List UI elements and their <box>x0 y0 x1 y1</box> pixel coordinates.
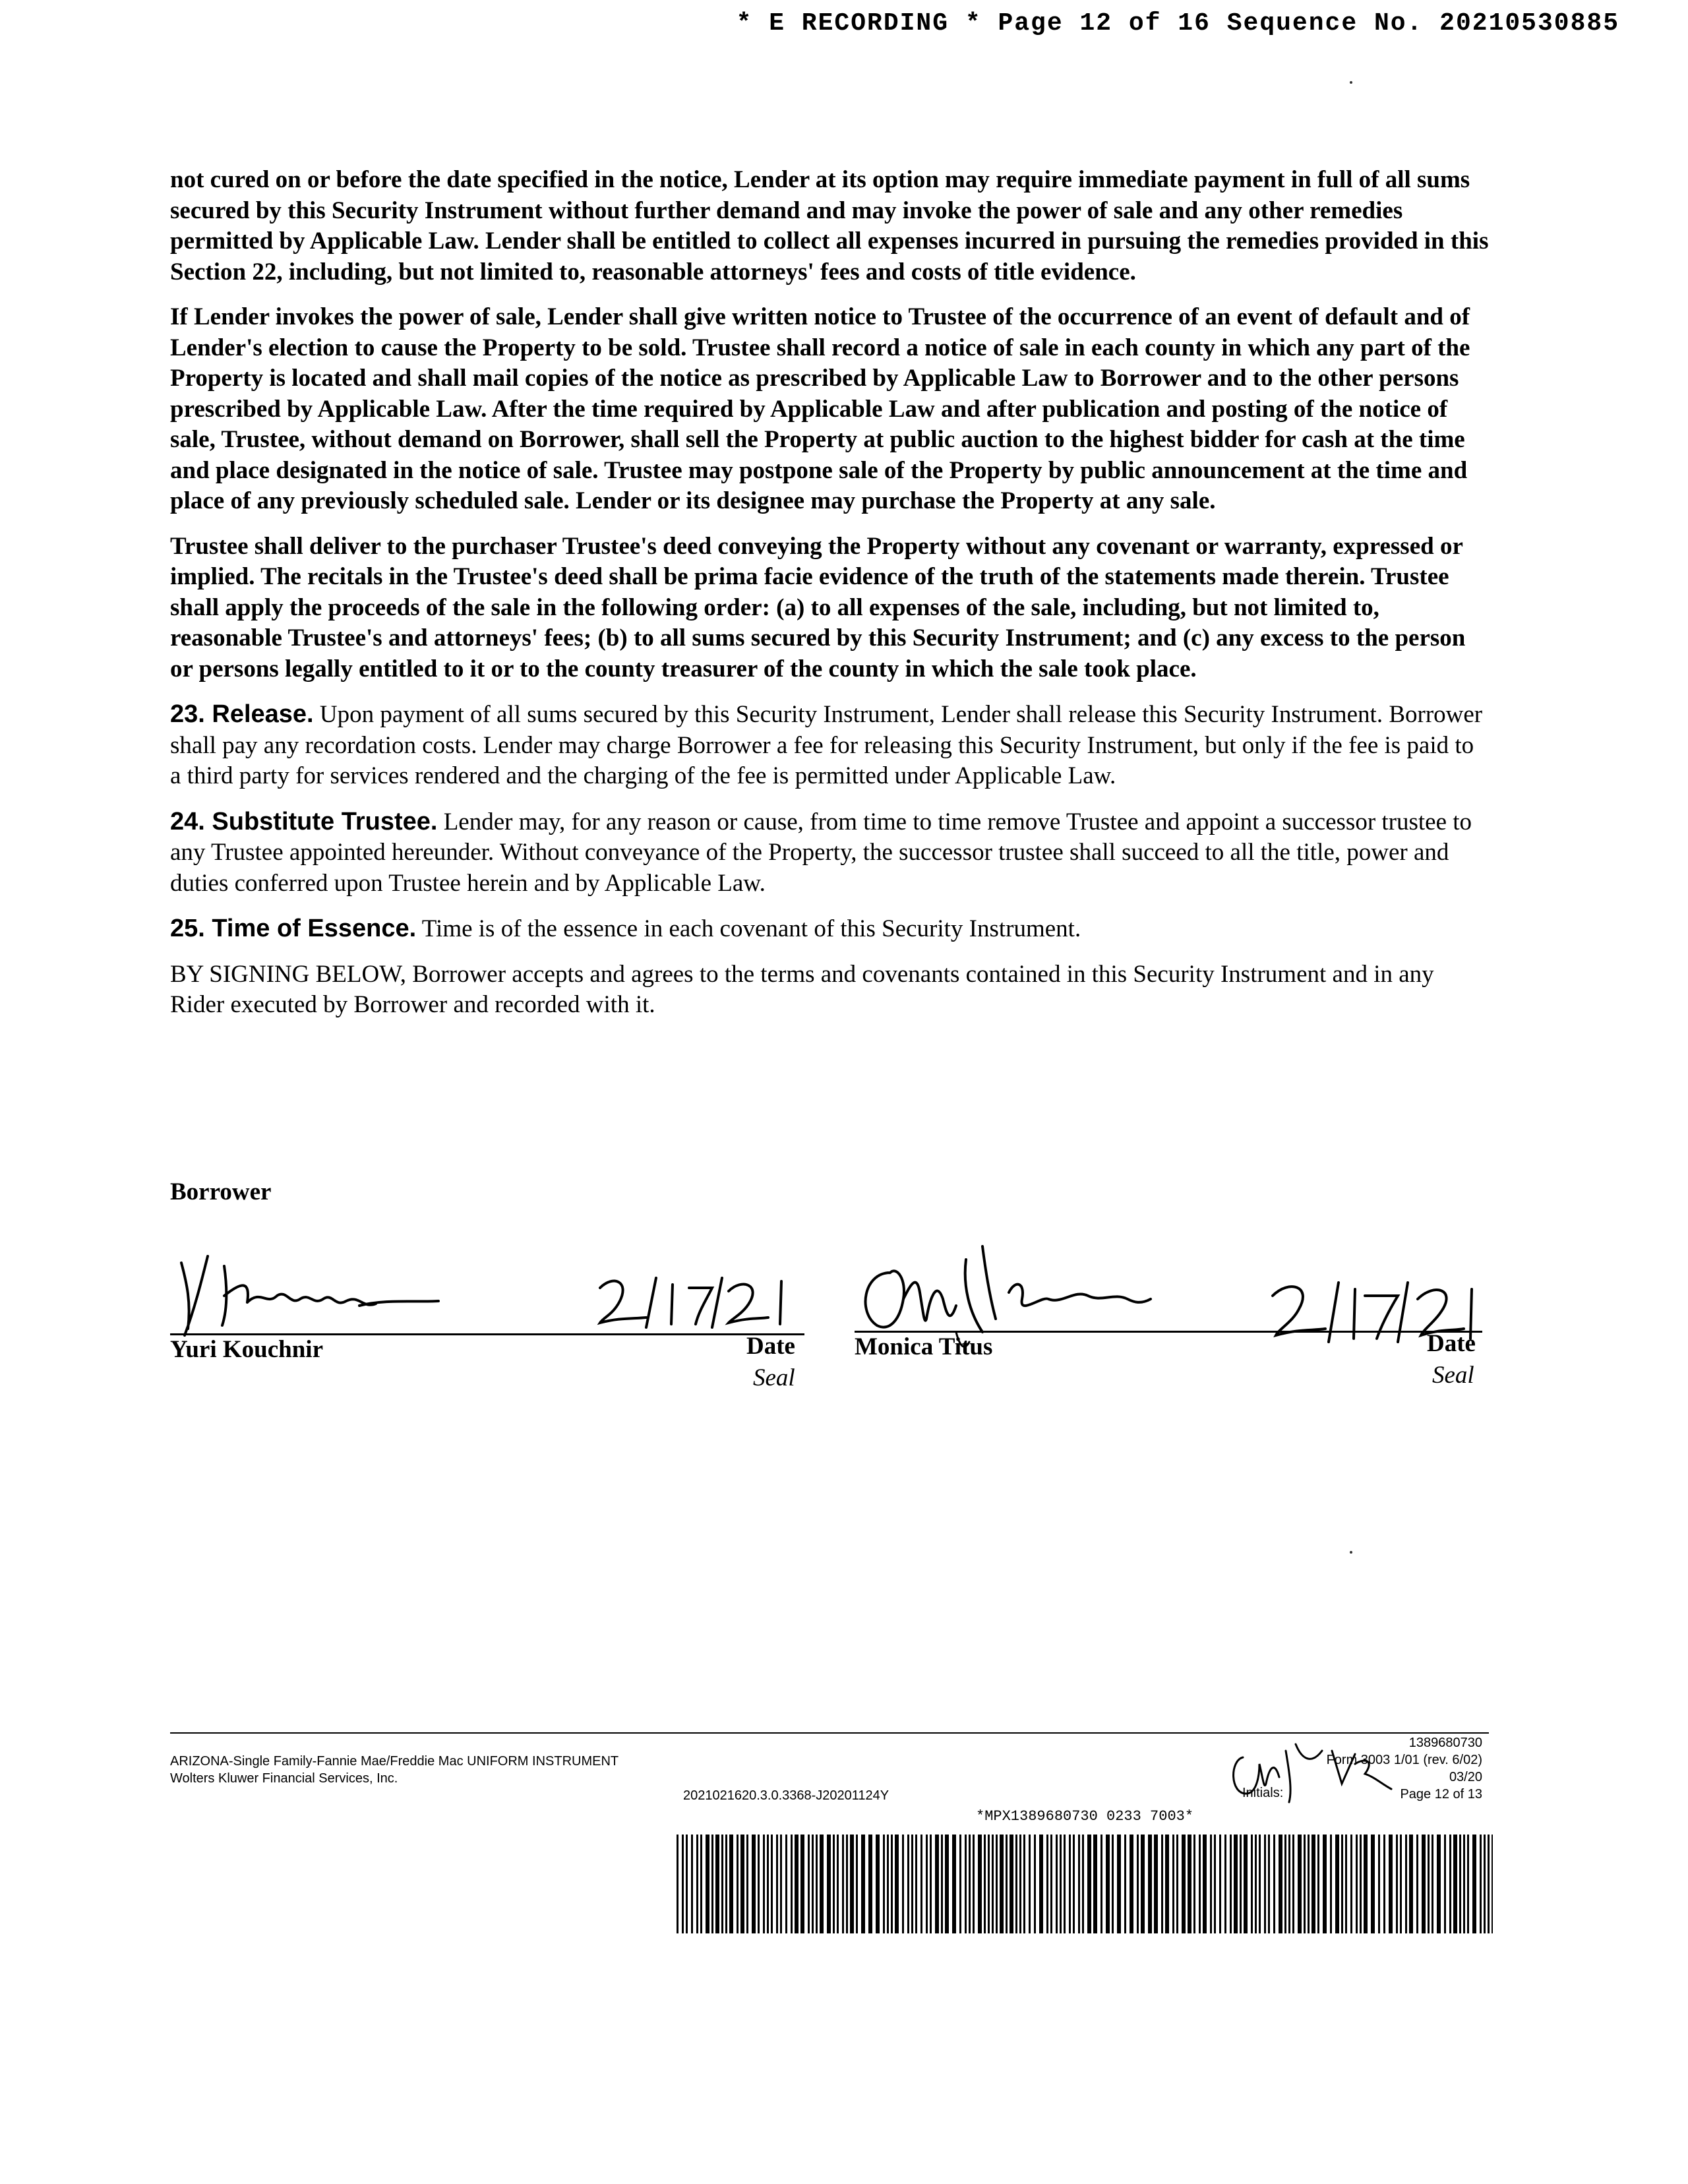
barcode-bar <box>1082 1835 1084 1933</box>
section-text: Upon payment of all sums secured by this Security Instrument, Lender shall release this Security Instrument. Borrower shall pay any recordation costs. Lender may charge Borrower a fee for releasing this Security Instrument, but only if the fee is paid to a third party for services rendered and the charging of the fee is permitted under Applicable Law. <box>170 701 1483 789</box>
paragraph-power-of-sale: If Lender invokes the power of sale, Lender shall give written notice to Trustee of the occurrence of an event of default and of Lender's election to cause the Property to be sold. Trustee shall record a notice of sale in each county in which any part of the Property is located and shall mail copies of the notice as prescribed by Applicable Law to Borrower and to the other persons prescribed by Applicable Law. After the time required by Applicable Law and after publication and posting of the notice of sale, Trustee, without demand on Borrower, shall sell the Property at public auction to the highest bidder for cash at the time and place designated in the notice of sale. Trustee may postpone sale of the Property by public announcement at the time and place of any previously scheduled sale. Lender or its designee may purchase the Property at any sale. <box>170 303 1470 514</box>
signer-name-left: Yuri Kouchnir <box>170 1336 323 1363</box>
barcode-bar <box>1422 1835 1426 1933</box>
barcode-bar <box>1405 1835 1407 1933</box>
barcode-bar <box>1364 1835 1368 1933</box>
section-text: Time is of the essence in each covenant of this Security Instrument. <box>421 915 1081 942</box>
date-label-left: Date <box>746 1333 795 1360</box>
scan-speck <box>1350 1551 1352 1554</box>
barcode-bar <box>1284 1835 1286 1933</box>
barcode-bar <box>686 1835 688 1933</box>
barcode-bar <box>850 1835 854 1933</box>
barcode-bar <box>1356 1835 1358 1933</box>
barcode-bar <box>795 1835 799 1933</box>
barcode-bar <box>696 1835 698 1933</box>
section-heading: 25. Time of Essence. <box>170 915 417 942</box>
scan-speck <box>1350 81 1352 84</box>
barcode-bar <box>978 1835 982 1933</box>
handwritten-date-left <box>593 1271 791 1331</box>
barcode-bar <box>1264 1835 1266 1933</box>
recording-header: * E RECORDING * Page 12 of 16 Sequence No. 20210530885 <box>736 9 1619 38</box>
barcode-bar <box>992 1835 994 1933</box>
barcode-bar <box>737 1835 738 1933</box>
barcode-bar <box>1484 1835 1486 1933</box>
date-label-right: Date <box>1427 1330 1476 1357</box>
barcode-bar <box>1292 1835 1294 1933</box>
barcode-bar <box>758 1835 760 1933</box>
section-text: Lender may, for any reason or cause, from time to time remove Trustee and appoint a successor trustee to any Trustee appointed hereunder. Without conveyance of the Property, the successor trustee shall succeed to all the title, power and duties conferred upon Trustee herein and by Applicable Law. <box>170 808 1472 897</box>
signer-name-right: Monica Titus <box>855 1333 993 1360</box>
barcode-bar <box>856 1835 858 1933</box>
barcode-bar <box>780 1835 782 1933</box>
barcode-bar <box>920 1835 922 1933</box>
barcode-bar <box>1193 1835 1195 1933</box>
seal-label-left: Seal <box>753 1364 795 1391</box>
section-heading: 24. Substitute Trustee. <box>170 807 438 835</box>
barcode-bar <box>1350 1835 1352 1933</box>
barcode-bar <box>1389 1835 1393 1933</box>
barcode-bar <box>1383 1835 1385 1933</box>
barcode-bar <box>1330 1835 1332 1933</box>
barcode-bar <box>1416 1835 1418 1933</box>
barcode-bar <box>1428 1835 1430 1933</box>
barcode-bar <box>1100 1835 1102 1933</box>
barcode-bar <box>800 1835 804 1933</box>
barcode-bar <box>1148 1835 1152 1933</box>
seal-label-right: Seal <box>1432 1362 1474 1389</box>
barcode-bar <box>1010 1835 1013 1933</box>
publisher: Wolters Kluwer Financial Services, Inc. <box>170 1771 398 1786</box>
initials-handwritten <box>1223 1738 1395 1804</box>
barcode-bar <box>1311 1835 1315 1933</box>
barcode-bar <box>1432 1835 1433 1933</box>
page-label: Page 12 of 13 <box>1400 1787 1482 1802</box>
barcode-bar <box>1165 1835 1169 1933</box>
barcode-bar <box>1230 1835 1232 1933</box>
barcode-bar <box>1015 1835 1017 1933</box>
section-24-substitute-trustee <box>170 806 1489 899</box>
barcode-bar <box>721 1835 723 1933</box>
barcode-bar <box>1112 1835 1114 1933</box>
barcode-bar <box>1360 1835 1362 1933</box>
barcode-bar <box>816 1835 818 1933</box>
barcode-bar <box>1268 1835 1270 1933</box>
barcode-bar <box>1488 1835 1490 1933</box>
barcode-bar <box>1234 1835 1238 1933</box>
barcode-bar <box>1210 1835 1212 1933</box>
barcode-bar <box>1078 1835 1080 1933</box>
barcode-bar <box>861 1835 865 1933</box>
barcode-bar <box>1203 1835 1207 1933</box>
barcode-bar <box>1050 1835 1052 1933</box>
barcode-bar <box>715 1835 719 1933</box>
section-heading: 23. Release. <box>170 700 314 728</box>
barcode-bar <box>969 1835 971 1933</box>
barcode-bar <box>915 1835 917 1933</box>
paragraph-remedies: not cured on or before the date specified in the notice, Lender at its option may require immediate payment in full of all sums secured by this Security Instrument without further demand and may invoke the power of sale and any other remedies permitted by Applicable Law. Lender shall be entitled to collect all expenses incurred in pursuing the remedies provided in this Section 22, including, but not limited to, reasonable attorneys' fees and costs of title evidence. <box>170 166 1489 286</box>
barcode-bar <box>1444 1835 1446 1933</box>
barcode-bar <box>1323 1835 1327 1933</box>
barcode-bar <box>827 1835 831 1933</box>
barcode-bar <box>1000 1835 1004 1933</box>
barcode-bar <box>1039 1835 1043 1933</box>
barcode-bar <box>1214 1835 1216 1933</box>
barcode-bar <box>1199 1835 1201 1933</box>
barcode-bar <box>1124 1835 1126 1933</box>
barcode-bar <box>1480 1835 1482 1933</box>
barcode-bar <box>935 1835 939 1933</box>
barcode-bar <box>1255 1835 1257 1933</box>
barcode-bar <box>725 1835 727 1933</box>
barcode-bar <box>1288 1835 1290 1933</box>
barcode-bar <box>1409 1835 1413 1933</box>
initials-label: Initials: <box>1242 1786 1284 1800</box>
barcode-bar <box>911 1835 913 1933</box>
barcode-bar <box>820 1835 824 1933</box>
barcode-bar <box>833 1835 835 1933</box>
barcode-bar <box>984 1835 986 1933</box>
barcode-bar <box>1034 1835 1036 1933</box>
barcode-bar <box>996 1835 998 1933</box>
barcode-bar <box>1117 1835 1121 1933</box>
barcode-bar <box>1459 1835 1461 1933</box>
barcode-bar <box>729 1835 733 1933</box>
barcode-bar <box>808 1835 810 1933</box>
barcode-bar <box>1463 1835 1465 1933</box>
barcode-bar <box>1137 1835 1139 1933</box>
barcode-bar <box>711 1835 713 1933</box>
footer-rule <box>170 1732 1489 1734</box>
barcode-bar <box>1467 1835 1469 1933</box>
document-body <box>170 165 1489 1035</box>
barcode-bar <box>740 1835 744 1933</box>
barcode-bar <box>952 1835 956 1933</box>
barcode-bar <box>1141 1835 1145 1933</box>
barcode-bar <box>1046 1835 1048 1933</box>
barcode-bar <box>988 1835 990 1933</box>
barcode-bar <box>771 1835 773 1933</box>
barcode-bar <box>1161 1835 1163 1933</box>
barcode-bar <box>1219 1835 1221 1933</box>
barcode-bar <box>1106 1835 1110 1933</box>
section-23-release <box>170 699 1489 792</box>
barcode-bar <box>752 1835 756 1933</box>
barcode-bar <box>776 1835 778 1933</box>
barcode-bar <box>1345 1835 1347 1933</box>
barcode-bar <box>926 1835 928 1933</box>
barcode-bar <box>1188 1835 1191 1933</box>
loan-number: 1389680730 <box>1408 1736 1482 1750</box>
barcode-bar <box>1244 1835 1248 1933</box>
barcode-bar <box>1087 1835 1091 1933</box>
barcode-bar <box>706 1835 709 1933</box>
barcode-bar <box>1492 1835 1493 1933</box>
barcode-bar <box>691 1835 693 1933</box>
document-code: 2021021620.3.0.3368-J20201124Y <box>683 1788 889 1803</box>
barcode-bar <box>1069 1835 1071 1933</box>
barcode-bar <box>1378 1835 1380 1933</box>
barcode-bar <box>1172 1835 1174 1933</box>
barcode-bar <box>767 1835 769 1933</box>
barcode-bar <box>973 1835 975 1933</box>
barcode-bar <box>1449 1835 1451 1933</box>
barcode-bar <box>1341 1835 1343 1933</box>
barcode-bar <box>1060 1835 1062 1933</box>
barcode-bar <box>895 1835 899 1933</box>
form-revision: 03/20 <box>1449 1770 1482 1784</box>
barcode-bar <box>1251 1835 1253 1933</box>
barcode-bar <box>846 1835 848 1933</box>
barcode-bar <box>1259 1835 1261 1933</box>
barcode-bar <box>902 1835 904 1933</box>
barcode-bar <box>763 1835 765 1933</box>
barcode-bar <box>700 1835 702 1933</box>
barcode-bar <box>868 1835 872 1933</box>
barcode-bar <box>812 1835 814 1933</box>
barcode-bar <box>1073 1835 1075 1933</box>
barcode-bar <box>1176 1835 1178 1933</box>
barcode-bar <box>1182 1835 1186 1933</box>
barcode-bar <box>1093 1835 1097 1933</box>
form-title: ARIZONA-Single Family-Fannie Mae/Freddie Mac UNIFORM INSTRUMENT <box>170 1754 619 1769</box>
signing-statement: BY SIGNING BELOW, Borrower accepts and agrees to the terms and covenants contained in this Security Instrument and in any Rider executed by Borrower and recorded with it. <box>170 960 1434 1018</box>
barcode-bar <box>746 1835 748 1933</box>
barcode-bar <box>1064 1835 1066 1933</box>
form-number: Form 3003 1/01 (rev. 6/02) <box>1326 1753 1482 1767</box>
barcode-bar <box>1308 1835 1310 1933</box>
barcode-bar <box>1006 1835 1008 1933</box>
barcode-bar <box>791 1835 793 1933</box>
barcode-bar <box>959 1835 961 1933</box>
barcode-bar <box>1029 1835 1031 1933</box>
barcode <box>677 1835 1493 1933</box>
barcode-bar <box>1472 1835 1476 1933</box>
barcode-bar <box>1304 1835 1306 1933</box>
barcode-bar <box>1019 1835 1021 1933</box>
barcode-bar <box>677 1835 678 1933</box>
barcode-bar <box>945 1835 949 1933</box>
barcode-bar <box>891 1835 893 1933</box>
borrower-label: Borrower <box>170 1178 272 1205</box>
barcode-bar <box>1224 1835 1226 1933</box>
barcode-bar <box>1396 1835 1398 1933</box>
barcode-bar <box>876 1835 880 1933</box>
barcode-bar <box>1279 1835 1282 1933</box>
signature-yuri-kouchnir <box>162 1243 445 1342</box>
barcode-bar <box>1273 1835 1275 1933</box>
barcode-bar <box>1154 1835 1158 1933</box>
section-25-time-of-essence <box>170 913 1489 945</box>
barcode-bar <box>1400 1835 1402 1933</box>
barcode-bar <box>1023 1835 1025 1933</box>
barcode-bar <box>1437 1835 1441 1933</box>
barcode-bar <box>837 1835 839 1933</box>
barcode-bar <box>1371 1835 1375 1933</box>
barcode-bar <box>941 1835 943 1933</box>
barcode-bar <box>1335 1835 1339 1933</box>
barcode-bar <box>883 1835 885 1933</box>
barcode-text: *MPX1389680730 0233 7003* <box>976 1808 1194 1825</box>
barcode-bar <box>1453 1835 1457 1933</box>
barcode-bar <box>785 1835 787 1933</box>
barcode-bar <box>1130 1835 1133 1933</box>
barcode-bar <box>930 1835 932 1933</box>
barcode-bar <box>965 1835 967 1933</box>
barcode-bar <box>887 1835 889 1933</box>
barcode-bar <box>1056 1835 1058 1933</box>
barcode-bar <box>682 1835 684 1933</box>
paragraph-trustee-deed: Trustee shall deliver to the purchaser Trustee's deed conveying the Property without any covenant or warranty, expressed or implied. The recitals in the Trustee's deed shall be prima facie evidence of the truth of the statements made therein. Trustee shall apply the proceeds of the sale in the following order: (a) to all expenses of the sale, including, but not limited to, reasonable Trustee's and attorneys' fees; (b) to all sums secured by this Security Instrument; and (c) any excess to the person or persons legally entitled to it or to the county treasurer of the county in which the sale took place. <box>170 532 1466 682</box>
barcode-bar <box>1240 1835 1242 1933</box>
barcode-bar <box>842 1835 844 1933</box>
barcode-bar <box>907 1835 909 1933</box>
barcode-bar <box>1298 1835 1302 1933</box>
barcode-bar <box>1317 1835 1319 1933</box>
